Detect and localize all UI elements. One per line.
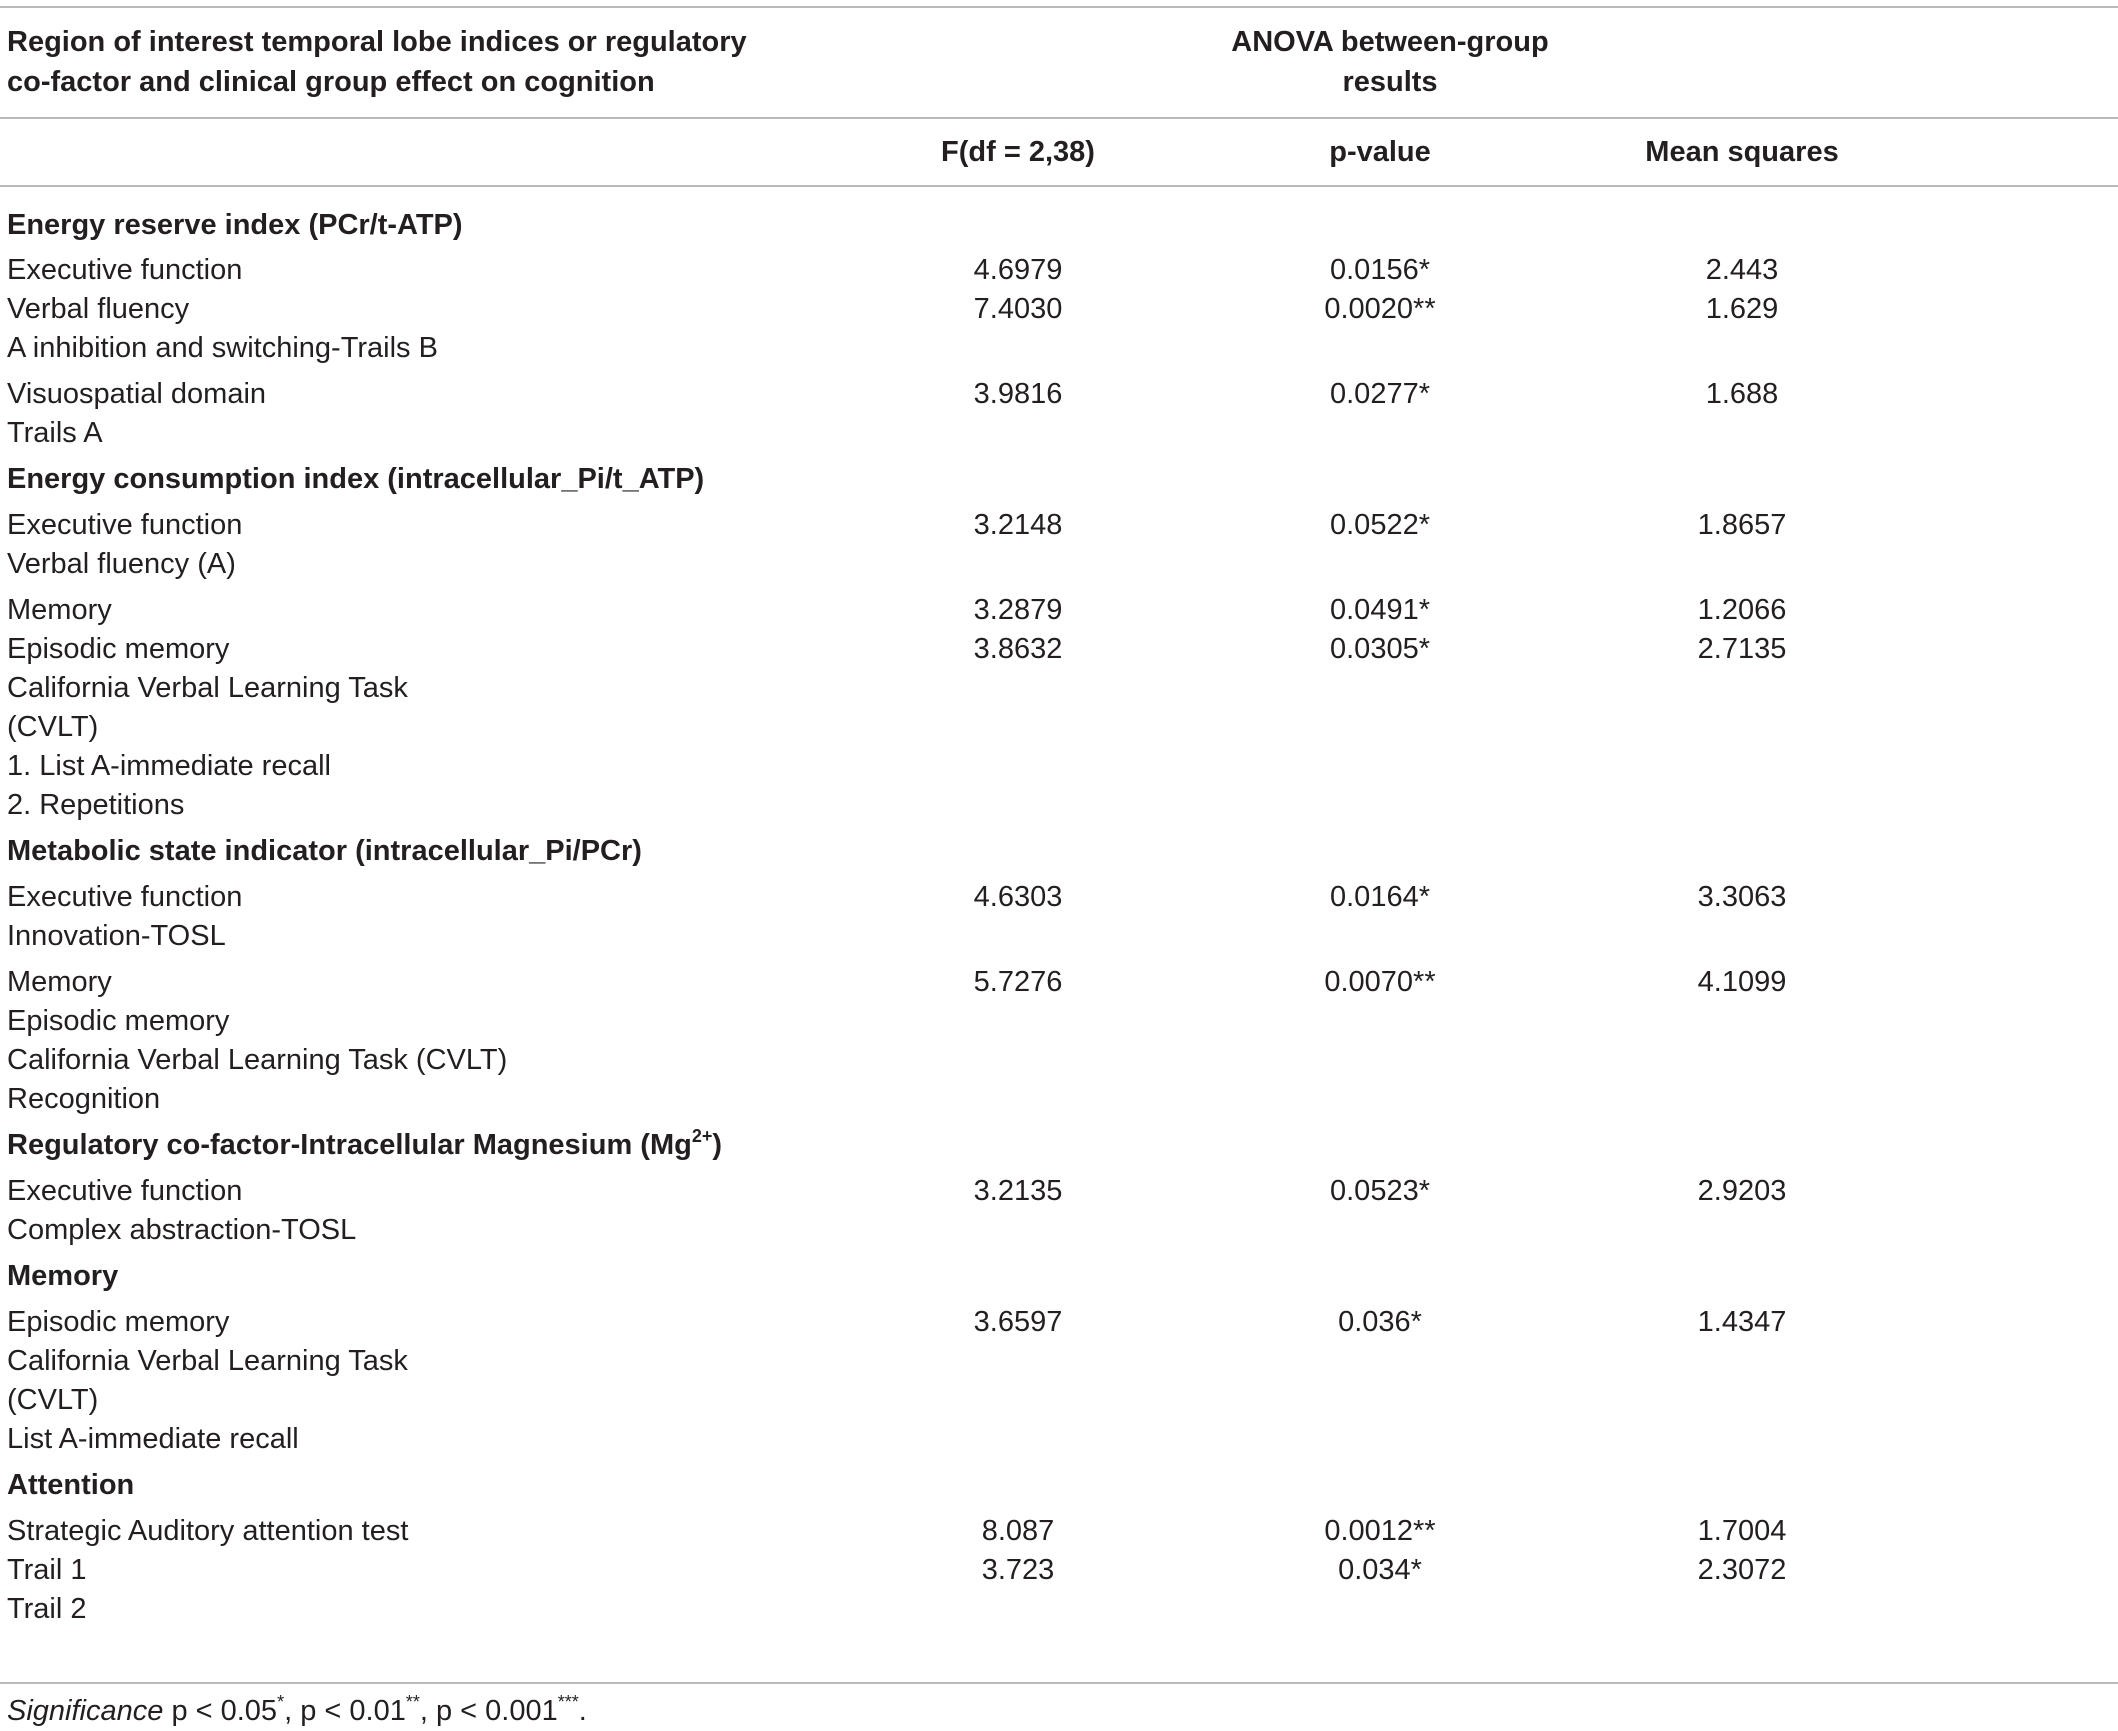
row-label: Recognition [7,1083,161,1115]
p-value-cell: 0.0305* [1330,633,1430,665]
footnote-p1: p < 0.05 [171,1695,278,1727]
f-value-cell: 8.087 [981,1515,1055,1547]
f-value-cell: 3.723 [981,1554,1055,1586]
p-value-cell: 0.0522* [1330,509,1430,541]
row-label: Episodic memory [7,633,230,665]
footnote-lead: Significance [7,1695,164,1727]
mean-squares-cell: 1.8657 [1697,509,1787,541]
row-label: Innovation-TOSL [7,920,226,952]
group-header: ANOVA between-group results [1231,26,1549,98]
row-label: Complex abstraction-TOSL [7,1214,357,1246]
mean-squares-cell: 1.688 [1705,378,1779,410]
f-value-cell: 4.6303 [973,881,1063,913]
row-header-line-1: Region of interest temporal lobe indices or regulatory [7,26,747,58]
mean-squares-cell: 2.3072 [1697,1554,1787,1586]
row-label: Verbal fluency (A) [7,548,236,580]
p-value-cell: 0.034* [1338,1554,1422,1586]
footnote-star-3: *** [557,1692,579,1712]
row-label: 1. List A-immediate recall [7,750,331,782]
row-label: Memory [7,594,112,626]
row-label: Executive function [7,254,243,286]
footnote-star-1: * [277,1692,285,1712]
row-label: Trail 2 [7,1593,87,1625]
row-label: Verbal fluency [7,293,190,325]
section-label: Regulatory co-factor-Intracellular Magnesium $(Mg^{2+})$ [7,1126,723,1161]
row-label: A inhibition and switching-Trails B [7,332,438,364]
footnote-p2: p < 0.01 [300,1695,406,1727]
section-label: Attention [7,1469,135,1501]
mean-squares-cell: 1.7004 [1697,1515,1787,1547]
section-label: Metabolic state indicator (intracellular_Pi/PCr) [7,835,642,867]
p-value-cell: 0.036* [1338,1306,1422,1338]
mean-squares-cell: 1.629 [1705,293,1779,325]
table-top-rule [0,6,2118,8]
row-label: California Verbal Learning Task [7,1345,408,1377]
f-value-cell: 5.7276 [973,966,1063,998]
row-label: 2. Repetitions [7,789,185,821]
row-label: Executive function [7,881,243,913]
section-label: Memory [7,1260,119,1292]
footnote-star-2: ** [405,1692,420,1712]
p-value-cell: 0.0012** [1324,1515,1436,1547]
row-label: (CVLT) [7,1384,99,1416]
row-label: List A-immediate recall [7,1423,299,1455]
table-bottom-rule [0,1682,2118,1684]
column-header-p: p-value [1329,136,1431,168]
section-label: Energy reserve index (PCr/t-ATP) [7,209,463,241]
column-header-f: F(df = 2,38) [941,136,1095,168]
row-label: Trail 1 [7,1554,87,1586]
mean-squares-cell: 1.2066 [1697,594,1787,626]
mean-squares-cell: 2.443 [1705,254,1779,286]
p-value-cell: 0.0020** [1324,293,1436,325]
p-value-cell: 0.0523* [1330,1175,1430,1207]
f-value-cell: 3.6597 [973,1306,1063,1338]
f-value-cell: 7.4030 [973,293,1063,325]
row-label: Trails A [7,417,103,449]
mean-squares-cell: 2.9203 [1697,1175,1787,1207]
footnote-p3: p < 0.001 [435,1695,558,1727]
row-label: Episodic memory [7,1306,230,1338]
row-label: California Verbal Learning Task [7,672,408,704]
f-value-cell: 3.8632 [973,633,1063,665]
mean-squares-cell: 1.4347 [1697,1306,1787,1338]
p-value-cell: 0.0491* [1330,594,1430,626]
mean-squares-cell: 4.1099 [1697,966,1787,998]
mean-squares-cell: 3.3063 [1697,881,1787,913]
column-header-rule [0,185,2118,187]
row-label: (CVLT) [7,711,99,743]
row-label: Episodic memory [7,1005,230,1037]
column-header-mean-squares: Mean squares [1645,136,1839,168]
p-value-cell: 0.0070** [1324,966,1436,998]
f-value-cell: 3.9816 [973,378,1063,410]
row-label: Memory [7,966,112,998]
section-label: Energy consumption index (intracellular_Pi/t_ATP) [7,463,705,495]
p-value-cell: 0.0277* [1330,378,1430,410]
row-label: Visuospatial domain [7,378,267,410]
row-label: Executive function [7,1175,243,1207]
superscript: 2+ [691,1126,713,1146]
row-header-line-2: co-factor and clinical group effect on cognition [7,66,655,98]
f-value-cell: 3.2879 [973,594,1063,626]
f-value-cell: 3.2148 [973,509,1063,541]
row-label: Strategic Auditory attention test [7,1515,409,1547]
mean-squares-cell: 2.7135 [1697,633,1787,665]
f-value-cell: 4.6979 [973,254,1063,286]
row-label: California Verbal Learning Task (CVLT) [7,1044,508,1076]
p-value-cell: 0.0164* [1330,881,1430,913]
row-label: Executive function [7,509,243,541]
header-rule [0,117,2118,119]
p-value-cell: 0.0156* [1330,254,1430,286]
row-header-title [7,22,827,102]
f-value-cell: 3.2135 [973,1175,1063,1207]
significance-footnote: Significance p < 0.05*, p < 0.01**, p < 0.001***. [7,1692,587,1727]
